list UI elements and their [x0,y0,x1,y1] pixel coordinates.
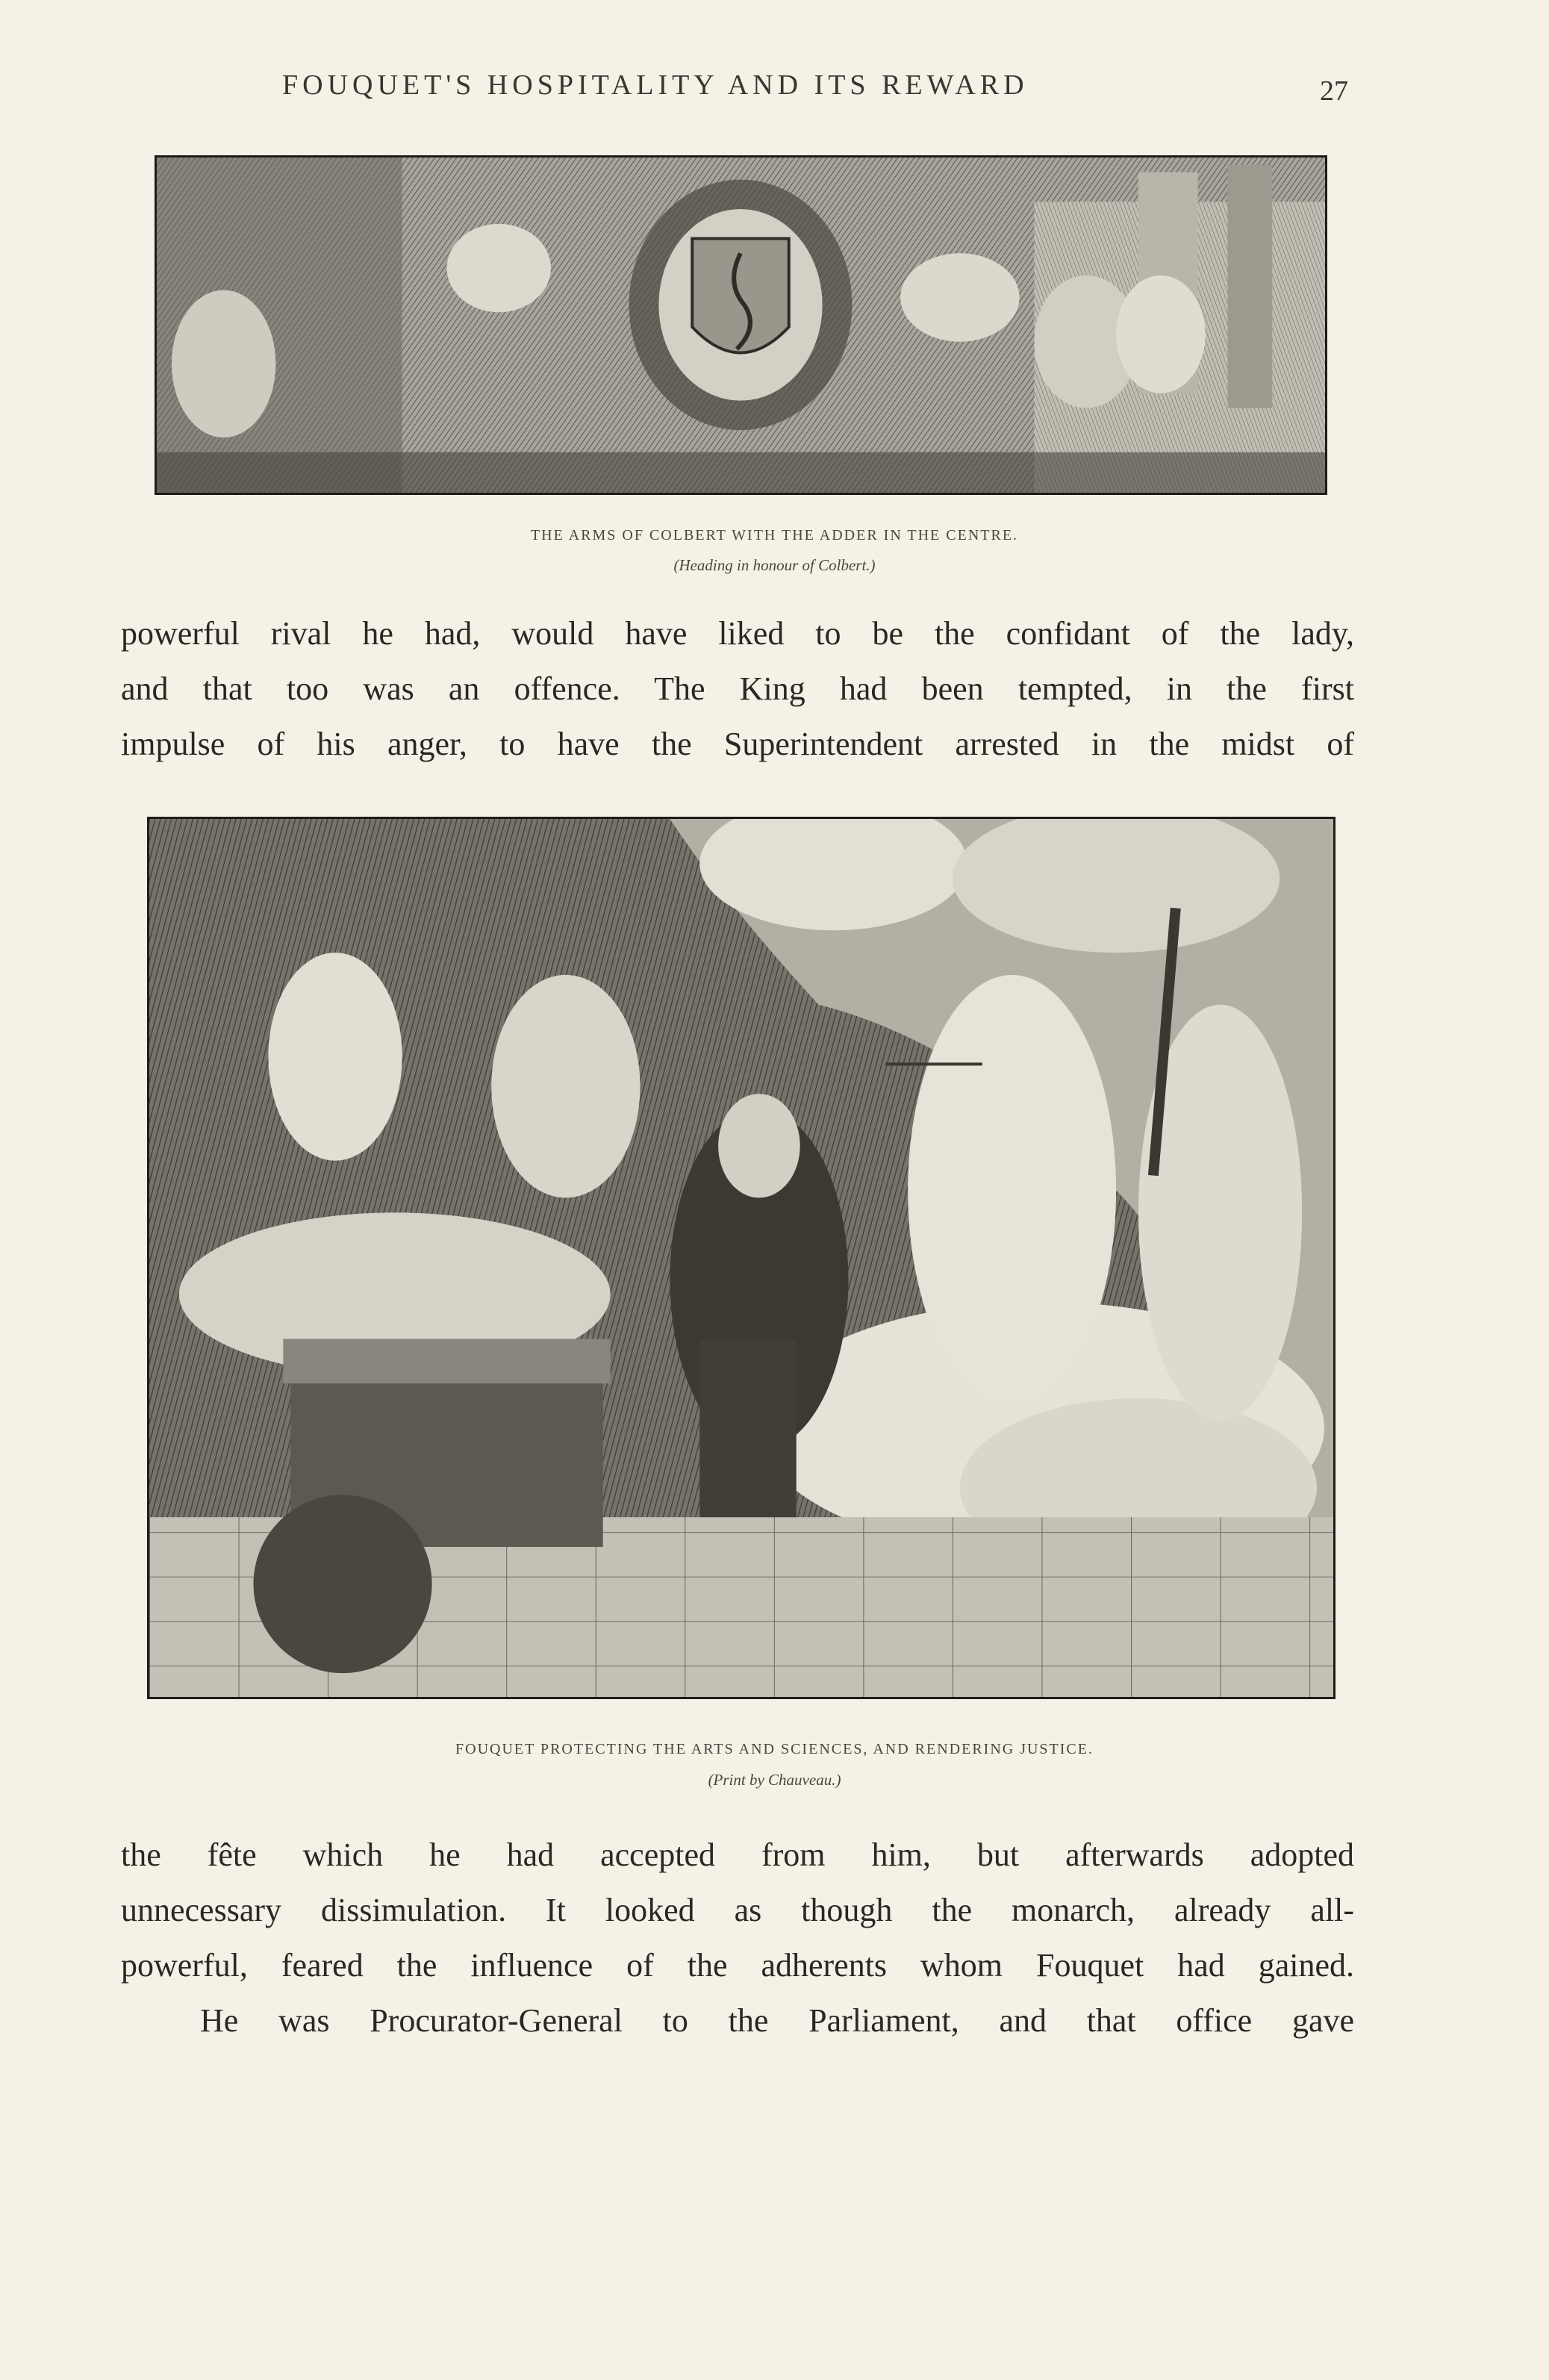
body-line: He was Procurator-General to the Parliament, and that office gave [200,2002,1354,2039]
body-line: and that too was an offence. The King had been tempted, in the first [121,670,1354,707]
body-line: powerful, feared the influence of the adherents whom Fouquet had gained. [121,1947,1354,1984]
body-line: the fête which he had accepted from him, but afterwards adopted [121,1837,1354,1873]
figure-subcaption-1: (Heading in honour of Colbert.) [673,556,876,574]
engraving-fouquet-protecting-arts [147,817,1335,1699]
body-text-block-1 [121,606,1354,772]
figure-caption-2: FOUQUET PROTECTING THE ARTS AND SCIENCES, AND RENDERING JUSTICE. [455,1741,1094,1757]
page-number: 27 [1320,75,1348,107]
body-line: powerful rival he had, would have liked to be the confidant of the lady, [121,615,1354,652]
running-head: FOUQUET'S HOSPITALITY AND ITS REWARD [282,69,1029,101]
figure-caption-1: THE ARMS OF COLBERT WITH THE ADDER IN THE CENTRE. [530,527,1019,543]
body-text-block-2 [121,1828,1354,2049]
figure-subcaption-2: (Print by Chauveau.) [708,1771,841,1789]
engraving-colbert-arms [155,155,1327,495]
body-line: impulse of his anger, to have the Superintendent arrested in the midst of [121,726,1354,762]
body-line: unnecessary dissimulation. It looked as though the monarch, already all- [121,1892,1354,1928]
